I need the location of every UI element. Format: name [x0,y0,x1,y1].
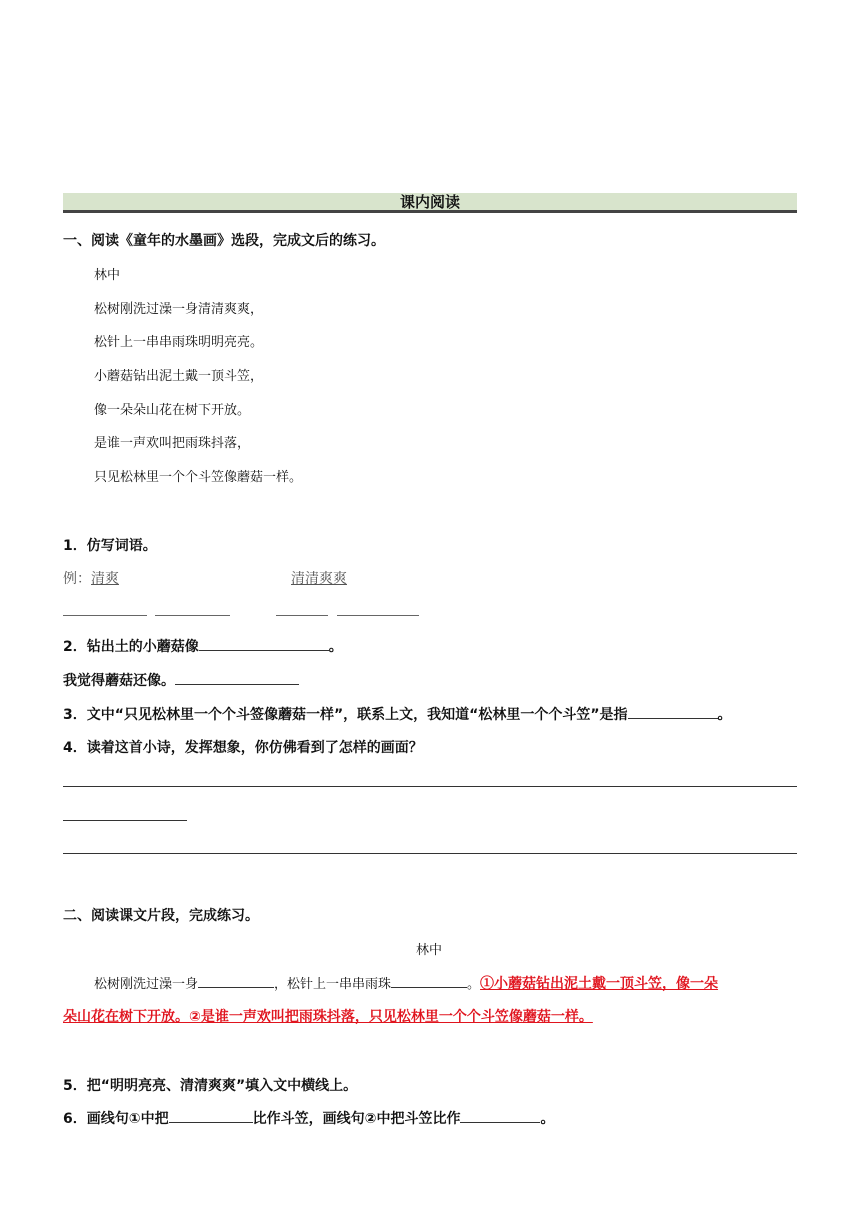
answer-blank[interactable] [199,636,329,651]
question-1-title: 1．仿写词语。 [63,538,157,554]
passage-text: 。 [467,977,481,992]
question-5-text: 5．把“明明亮亮、清清爽爽”填入文中横线上。 [63,1078,358,1094]
question-3 [63,704,732,724]
answer-blank[interactable] [391,973,467,988]
poem-line: 是谁一声欢叫把雨珠抖落， [94,436,251,451]
poem-line: 林中 [94,268,121,283]
question-4-text: 4．读着这首小诗，发挥想象，你仿佛看到了怎样的画面？ [63,740,423,756]
poem-line: 松树刚洗过澡一身清清爽爽， [94,302,264,317]
question-2-line2-text: 我觉得蘑菇还像。 [63,673,175,689]
poem-line: 松针上一串串雨珠明明亮亮。 [94,335,264,350]
question-6 [63,1108,554,1128]
answer-line-short[interactable] [63,820,187,821]
answer-blank[interactable] [169,1108,253,1123]
question-2-line1 [63,636,343,656]
question-2-line2 [63,670,299,690]
example-answer: 清清爽爽 [291,571,347,587]
poem-line: 只见松林里一个个斗笠像蘑菇一样。 [94,470,303,485]
underlined-sentence-2: 朵山花在树下开放。②是谁一声欢叫把雨珠抖落，只见松林里一个个斗笠像蘑菇一样。 [63,1009,593,1025]
passage-line-1 [94,973,718,993]
answer-blank[interactable] [337,615,419,616]
section2-instruction: 二、阅读课文片段，完成练习。 [63,908,259,924]
answer-blank[interactable] [198,973,274,988]
section-heading: 课内阅读 [399,193,460,211]
section-heading-band [63,193,797,213]
poem-line: 像一朵朵山花在树下开放。 [94,403,251,418]
answer-blank[interactable] [155,615,230,616]
question-2-suffix: 。 [328,639,343,655]
question-6-prefix: 6．画线句①中把 [63,1111,169,1127]
poem-line: 小蘑菇钻出泥土戴一顶斗笠， [94,369,264,384]
passage-text: 松树刚洗过澡一身 [94,977,199,992]
answer-line[interactable] [63,853,797,854]
underlined-sentence-1: ①小蘑菇钻出泥土戴一顶斗笠，像一朵 [480,976,719,992]
question-6-suffix: 。 [540,1111,555,1127]
question-6-middle: 比作斗笠，画线句②中把斗笠比作 [252,1111,461,1127]
question-2-prefix: 2．钻出土的小蘑菇像 [63,639,199,655]
passage-text: ，松针上一串串雨珠 [274,977,392,992]
example-word: 清爽 [91,571,119,587]
answer-blank[interactable] [175,670,299,685]
answer-line[interactable] [63,786,797,787]
answer-blank[interactable] [460,1108,540,1123]
answer-blank[interactable] [276,615,328,616]
question-3-suffix: 。 [717,707,732,723]
section1-instruction: 一、阅读《童年的水墨画》选段，完成文后的练习。 [63,233,385,249]
answer-blank[interactable] [628,704,718,719]
example-label: 例： [63,571,91,587]
answer-blank[interactable] [63,615,147,616]
section2-title: 林中 [416,943,443,958]
question-3-text: 3．文中“只见松林里一个个斗签像蘑菇一样”，联系上文，我知道“松林里一个个斗笠”是指 [63,707,628,723]
